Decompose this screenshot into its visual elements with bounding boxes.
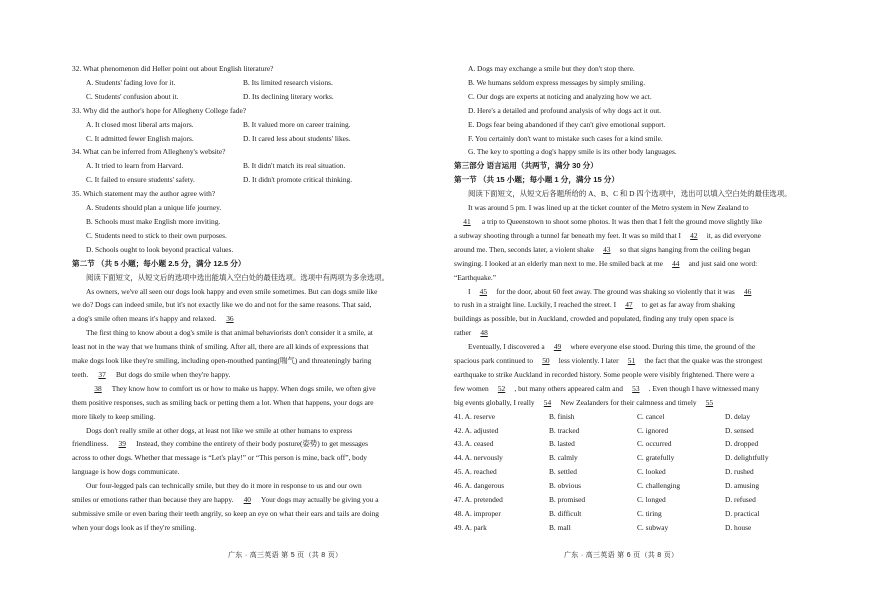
passage-line: across to other dogs. Whether that message is “Let's play!” or “This person is mine, back off”, body xyxy=(72,453,367,463)
blank-54[interactable]: 54 xyxy=(543,397,552,407)
passage-text: I xyxy=(468,286,471,296)
choice: D. amusing xyxy=(725,481,760,491)
choice-row-46 xyxy=(454,479,802,493)
passage-line: Dogs don't really smile at other dogs, at least not like we smile at other humans to express xyxy=(86,425,353,435)
page-footer-left: 广东 · 高三英语 第 5 页（共 8 页） xyxy=(228,552,343,559)
choice: C. subway xyxy=(637,522,669,532)
passage-line: “Earthquake.” xyxy=(454,272,497,282)
blank-40[interactable]: 40 xyxy=(243,495,251,505)
passage-line: As owners, we've all seen our dogs look happy and even smile sometimes. But can dogs smile like xyxy=(86,286,378,296)
choice: B. promised xyxy=(549,495,586,505)
passage-line xyxy=(454,243,802,257)
choice: 42. A. adjusted xyxy=(454,425,499,435)
choice: C. tiring xyxy=(637,509,662,518)
option: C. It failed to ensure students' safety. xyxy=(86,175,195,185)
passage-text: for the door, about 60 feet away. The ground was shaking so violently that it was xyxy=(496,286,735,296)
passage-line xyxy=(454,285,802,299)
blank-44[interactable]: 44 xyxy=(672,258,680,268)
choice: D. dropped xyxy=(725,439,759,449)
passage-line xyxy=(72,368,427,382)
right-page xyxy=(454,62,802,535)
passage-line xyxy=(454,382,802,396)
choice-row-47 xyxy=(454,493,802,507)
passage-line: buildings as possible, but in Auckland, crowded and populated, finding any truly open space is xyxy=(454,314,734,324)
blank-49[interactable]: 49 xyxy=(553,342,562,352)
part-heading: 第三部分 语言运用（共两节，满分 30 分） xyxy=(454,161,598,171)
choice: D. refused xyxy=(725,495,756,505)
choice: C. cancel xyxy=(637,411,665,421)
passage-line xyxy=(72,493,427,507)
choice: 48. A. improper xyxy=(454,509,501,518)
choice-row-42 xyxy=(454,424,802,438)
question-34-options-row-1 xyxy=(72,159,427,173)
passage-line: when your dogs look as if they're smiling. xyxy=(72,522,197,532)
passage-text: Eventually, I discovered a xyxy=(468,342,545,352)
passage-line xyxy=(72,382,427,396)
blank-55[interactable]: 55 xyxy=(705,397,714,407)
passage-line: least not in the way that we humans think of smiling. After all, there are all kinds of expressions that xyxy=(72,342,369,352)
choice: B. finish xyxy=(549,411,575,421)
left-page xyxy=(72,62,427,535)
option: C. Students need to stick to their own purposes. xyxy=(86,230,227,240)
choice-row-48 xyxy=(454,507,802,521)
choice: 43. A. ceased xyxy=(454,439,494,449)
passage-line xyxy=(454,326,802,340)
blank-48[interactable]: 48 xyxy=(480,328,488,338)
choice-row-45 xyxy=(454,465,802,479)
passage-line: more likely to keep smiling. xyxy=(72,411,156,421)
choice-row-41 xyxy=(454,410,802,424)
choice: D. delightfully xyxy=(725,453,769,463)
question-33-options-row-1 xyxy=(72,118,427,132)
option-36-40: G. The key to spotting a dog's happy smile is its other body languages. xyxy=(468,147,677,157)
passage-text: where everyone else stood. During this time, the ground of the xyxy=(570,342,756,352)
question-34-stem: 34. What can be inferred from Allegheny's website? xyxy=(72,147,226,157)
choice: B. settled xyxy=(549,467,577,477)
option-36-40: B. We humans seldom express messages by simply smiling. xyxy=(468,77,646,87)
passage-text: a subway shooting through a tunnel far beneath my feet. It was so mild that I xyxy=(454,230,682,240)
passage-text: spacious park continued to xyxy=(454,356,534,366)
passage-text: it, as did everyone xyxy=(706,230,761,240)
passage-text: friendliness. xyxy=(72,439,109,449)
passage-line: submissive smile or even baring their teeth angrily, so keep an eye on what their ears and tails are doing xyxy=(72,509,379,518)
choice: 49. A. park xyxy=(454,522,487,532)
page-footer-right: 广东 · 高三英语 第 6 页（共 8 页） xyxy=(564,552,679,559)
passage-line xyxy=(72,437,427,451)
option: C. Students' confusion about it. xyxy=(86,91,179,101)
option-36-40: C. Our dogs are experts at noticing and analyzing how we act. xyxy=(468,91,652,101)
passage-text: Your dogs may actually be giving you a xyxy=(260,495,379,505)
choice: D. house xyxy=(725,522,752,532)
blank-52[interactable]: 52 xyxy=(497,383,506,393)
option: D. It cared less about students' likes. xyxy=(243,133,351,143)
choice: C. ignored xyxy=(637,425,669,435)
option: B. It didn't match its real situation. xyxy=(243,161,346,171)
blank-37[interactable]: 37 xyxy=(98,369,106,379)
section-heading: 第一节 （共 15 小题；每小题 1 分，满分 15 分） xyxy=(454,175,619,185)
passage-text: to get as far away from shaking xyxy=(641,300,735,310)
option: A. Students should plan a unique life journey. xyxy=(86,203,222,213)
passage-line: Our four-legged pals can technically smile, but they do it more in response to us and our own xyxy=(86,481,362,491)
choice: C. longed xyxy=(637,495,666,505)
choice: D. rushed xyxy=(725,467,754,477)
passage-line xyxy=(454,215,802,229)
blank-50[interactable]: 50 xyxy=(542,356,550,366)
question-34-options-row-2 xyxy=(72,173,427,187)
choice-row-49 xyxy=(454,521,802,535)
blank-53[interactable]: 53 xyxy=(632,383,640,393)
passage-text: few women xyxy=(454,383,489,393)
passage-line: The first thing to know about a dog's smile is that animal behaviorists don't consider it a smile, at xyxy=(86,328,373,338)
passage-text: , but many others appeared calm and xyxy=(514,383,623,393)
passage-text: and just said one word: xyxy=(688,258,758,268)
blank-51[interactable]: 51 xyxy=(627,356,636,366)
option-36-40: E. Dogs fear being abandoned if they can't give emotional support. xyxy=(468,119,666,129)
passage-line: It was around 5 pm. I was lined up at the ticket counter of the Metro system in New Zealand to xyxy=(468,203,749,213)
option: A. It closed most liberal arts majors. xyxy=(86,119,194,129)
blank-46[interactable]: 46 xyxy=(743,286,752,296)
option: A. Students' fading love for it. xyxy=(86,77,176,87)
passage-text: less violently. I later xyxy=(558,356,619,366)
section-heading: 第二节 （共 5 小题；每小题 2.5 分，满分 12.5 分） xyxy=(72,258,246,268)
blank-41[interactable]: 41 xyxy=(463,216,471,226)
choice: B. mall xyxy=(549,522,571,532)
passage-line xyxy=(454,396,802,410)
passage-text: swinging. I looked at an elderly man next to me. He smiled back at me xyxy=(454,258,663,268)
choice: D. practical xyxy=(725,509,760,518)
choice: 46. A. dangerous xyxy=(454,481,505,491)
blank-38[interactable]: 38 xyxy=(94,383,102,393)
passage-text: They know how to comfort us or how to make us happy. When dogs smile, we often give xyxy=(111,383,376,393)
option: D. It didn't promote critical thinking. xyxy=(243,175,353,185)
choice: 45. A. reached xyxy=(454,467,497,477)
passage-text: a trip to Queenstown to shoot some photos. It was then that I felt the ground move slightly like xyxy=(481,216,763,226)
choice-row-43 xyxy=(454,437,802,451)
question-35-stem: 35. Which statement may the author agree with? xyxy=(72,189,216,199)
section-instructions: 阅读下面短文，从短文后的选项中选出能填入空白处的最佳选项。选项中有两项为多余选项。 xyxy=(86,272,390,282)
option: B. It valued more on career training. xyxy=(243,119,351,129)
option-36-40: A. Dogs may exchange a smile but they don't stop there. xyxy=(468,64,635,73)
choice: B. obvious xyxy=(549,481,582,491)
passage-line: make dogs look like they're smiling, including open-mouthed panting(喘气) and threateningly baring xyxy=(72,356,372,366)
passage-text: But dogs do smile when they're happy. xyxy=(115,369,231,379)
choice: B. difficult xyxy=(549,509,582,518)
choice: B. lasted xyxy=(549,439,575,449)
choice: 44. A. nervously xyxy=(454,453,503,463)
passage-text: . Even though I have witnessed many xyxy=(648,383,760,393)
blank-36[interactable]: 36 xyxy=(226,314,234,324)
choice-row-44 xyxy=(454,451,802,465)
passage-line xyxy=(454,257,802,271)
option-36-40: D. Here's a detailed and profound analysis of why dogs act it out. xyxy=(468,105,662,115)
passage-text: around me. Then, seconds later, a violent shake xyxy=(454,244,594,254)
passage-text: to rush in a straight line. Luckily, I reached the street. I xyxy=(454,300,617,310)
choice: C. gratefully xyxy=(637,453,675,463)
option: B. Its limited research visions. xyxy=(243,77,333,87)
passage-line: them positive responses, such as smiling back or petting them a lot. When that happens, your dogs are xyxy=(72,397,374,407)
option-36-40: F. You certainly don't want to mistake such cases for a kind smile. xyxy=(468,133,663,143)
passage-line: we do? Dogs can indeed smile, but it's not exactly like we do and not for the same reasons. That said, xyxy=(72,300,372,310)
passage-line xyxy=(454,298,802,312)
option: B. Schools must make English more inviting. xyxy=(86,216,221,226)
passage-line: earthquake to strike Auckland in recorded history. Some people were visibly frightened. There were a xyxy=(454,369,755,379)
passage-line xyxy=(454,340,802,354)
passage-text: rather xyxy=(454,328,472,338)
option: C. It admitted fewer English majors. xyxy=(86,133,194,143)
passage-text: smiles or emotions rather than because they are happy. xyxy=(72,495,234,505)
option: A. It tried to learn from Harvard. xyxy=(86,161,184,171)
passage-text: a dog's smile often means it's happy and relaxed. xyxy=(72,314,217,324)
question-32-stem: 32. What phenomenon did Heller point out about English literature? xyxy=(72,64,274,73)
choice: C. occurred xyxy=(637,439,672,449)
option: D. Its declining literary works. xyxy=(243,91,334,101)
blank-39[interactable]: 39 xyxy=(118,439,126,449)
option: D. Schools ought to look beyond practical values. xyxy=(86,244,234,254)
question-32-options-row-2 xyxy=(72,90,427,104)
blank-43[interactable]: 43 xyxy=(603,244,611,254)
passage-line xyxy=(72,312,427,326)
passage-text: big events globally, I really xyxy=(454,397,535,407)
question-32-options-row-1 xyxy=(72,76,427,90)
choice: 47. A. pretended xyxy=(454,495,503,505)
choice: C. looked xyxy=(637,467,666,477)
question-33-options-row-2 xyxy=(72,132,427,146)
passage-text: so that signs hanging from the ceiling began xyxy=(619,244,751,254)
question-33-stem: 33. Why did the author's hope for Allegheny College fade? xyxy=(72,105,247,115)
choice: B. calmly xyxy=(549,453,578,463)
section-instructions: 阅读下面短文，从短文后各题所给的 A、B、C 和 D 四个选项中，选出可以填入空白处的最佳选项。 xyxy=(468,189,792,199)
choice: D. delay xyxy=(725,411,751,421)
passage-text: the fact that the quake was the strongest xyxy=(644,356,763,366)
passage-line xyxy=(454,354,802,368)
choice: C. challenging xyxy=(637,481,681,491)
choice: 41. A. reserve xyxy=(454,411,496,421)
passage-text: teeth. xyxy=(72,369,89,379)
passage-line xyxy=(454,229,802,243)
blank-42[interactable]: 42 xyxy=(690,230,698,240)
passage-line: language is how dogs communicate. xyxy=(72,467,180,477)
passage-text: New Zealanders for their calmness and timely xyxy=(560,397,697,407)
choice: B. tracked xyxy=(549,425,580,435)
passage-text: Instead, they combine the entirety of their body posture(姿势) to get messages xyxy=(136,439,368,449)
blank-47[interactable]: 47 xyxy=(625,300,633,310)
blank-45[interactable]: 45 xyxy=(479,286,488,296)
choice: D. sensed xyxy=(725,425,754,435)
